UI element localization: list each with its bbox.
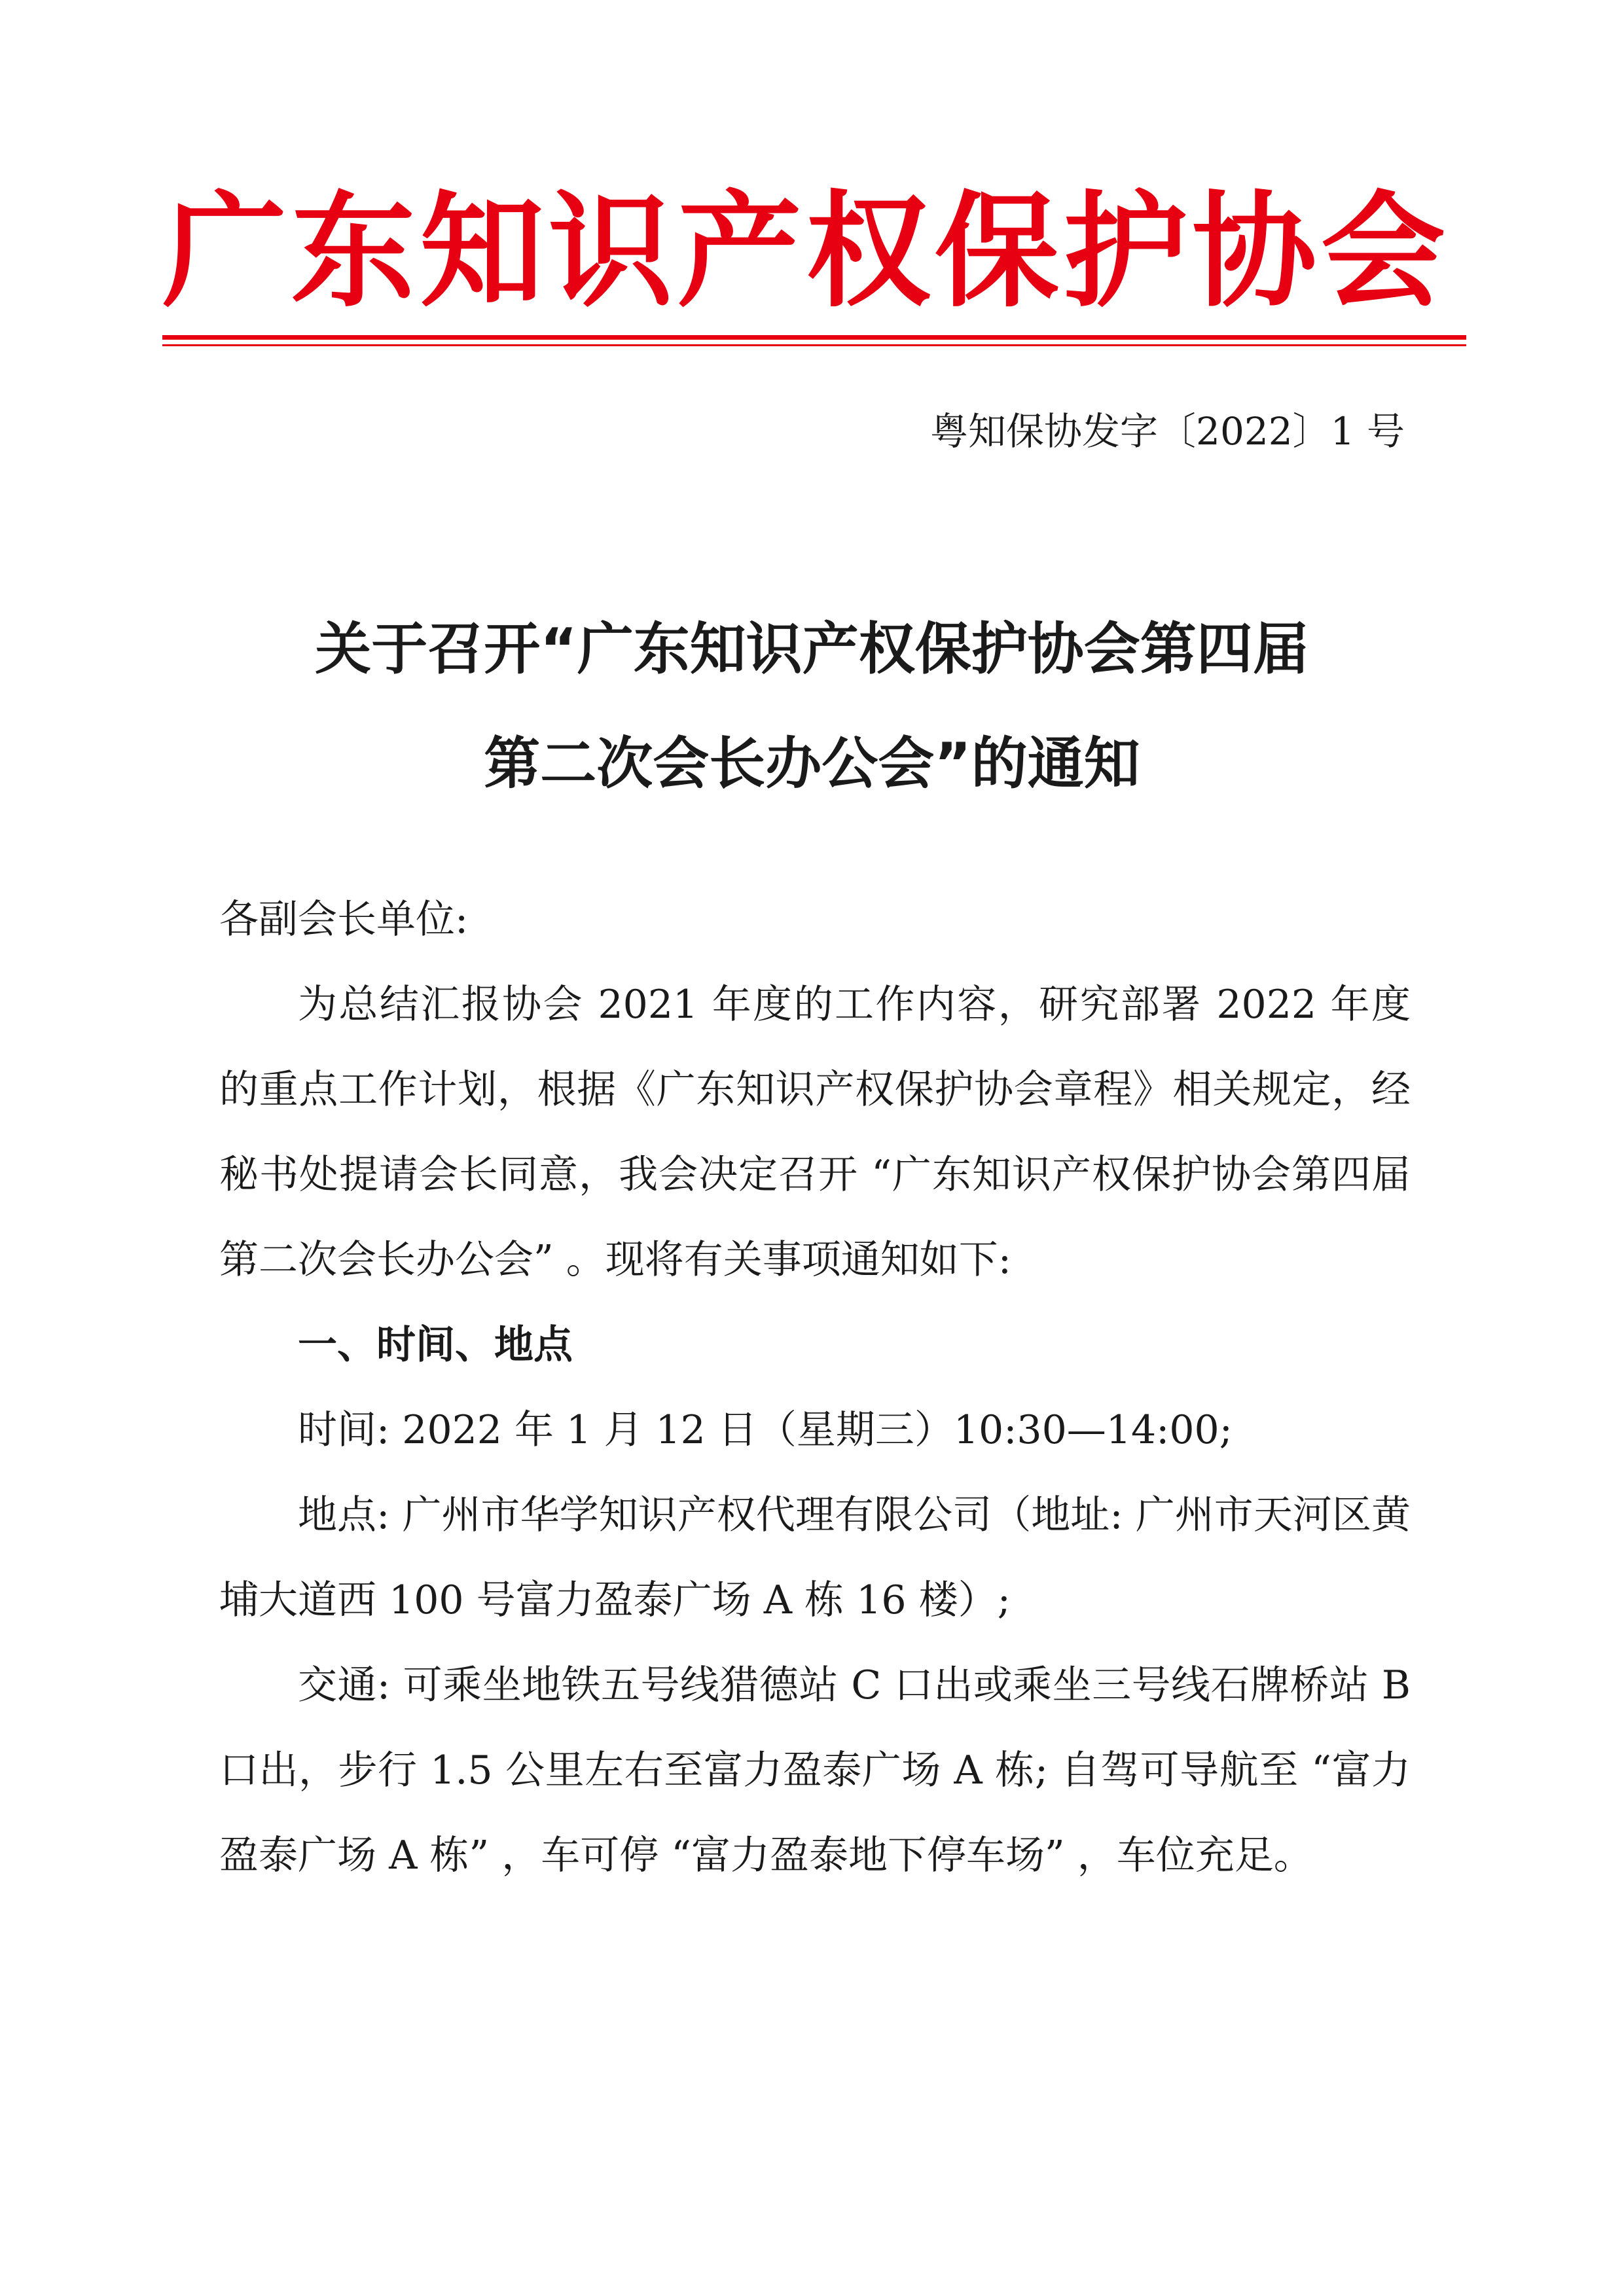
letterhead-title <box>162 177 1445 327</box>
time-paragraph: 时间: 2022 年 1 月 12 日（星期三）10:30—14:00; <box>298 1407 1233 1453</box>
letterhead-char: 协 <box>1192 179 1317 324</box>
letterhead-char: 护 <box>1063 179 1188 324</box>
letterhead-char: 东 <box>291 179 416 324</box>
letterhead-char: 产 <box>677 179 802 324</box>
letterhead-char: 保 <box>934 179 1059 324</box>
location-paragraph: 地点: 广州市华学知识产权代理有限公司（地址: 广州市天河区黄埔大道西 100 号富力盈泰广场 A 栋 16 楼）; <box>219 1492 1411 1623</box>
intro-paragraph: 为总结汇报协会 2021 年度的工作内容，研究部署 2022 年度的重点工作计划，根据《广东知识产权保护协会章程》相关规定，经秘书处提请会长同意，我会决定召开 “广东知识产权保护协会第四届第二次会长办公会” 。现将有关事项通知如下: <box>219 982 1411 1283</box>
document-number: 粤知保协发字〔2022〕1 号 <box>930 409 1405 454</box>
title-line-2: 第二次会长办公会”的通知 <box>484 731 1140 797</box>
transport-paragraph: 交通: 可乘坐地铁五号线猎德站 C 口出或乘坐三号线石牌桥站 B 口出，步行 1.5 公里左右至富力盈泰广场 A 栋; 自驾可导航至 “富力盈泰广场 A 栋” ，车可停 “富力盈泰地下停车场” ，车位充足。 <box>219 1662 1411 1878</box>
salutation: 各副会长单位: <box>219 897 469 942</box>
letterhead-char: 知 <box>420 179 545 324</box>
letterhead-rule-thick <box>162 335 1466 340</box>
letterhead-char: 会 <box>1320 179 1445 324</box>
letterhead-char: 识 <box>548 179 673 324</box>
letterhead-char: 广 <box>162 179 287 324</box>
document-body <box>219 877 1411 1898</box>
letterhead-char: 权 <box>806 179 931 324</box>
document-title <box>0 592 1624 821</box>
letterhead-rule-thin <box>162 344 1466 346</box>
title-line-1: 关于召开“广东知识产权保护协会第四届 <box>315 617 1309 682</box>
section-heading: 一、时间、地点 <box>298 1322 573 1368</box>
